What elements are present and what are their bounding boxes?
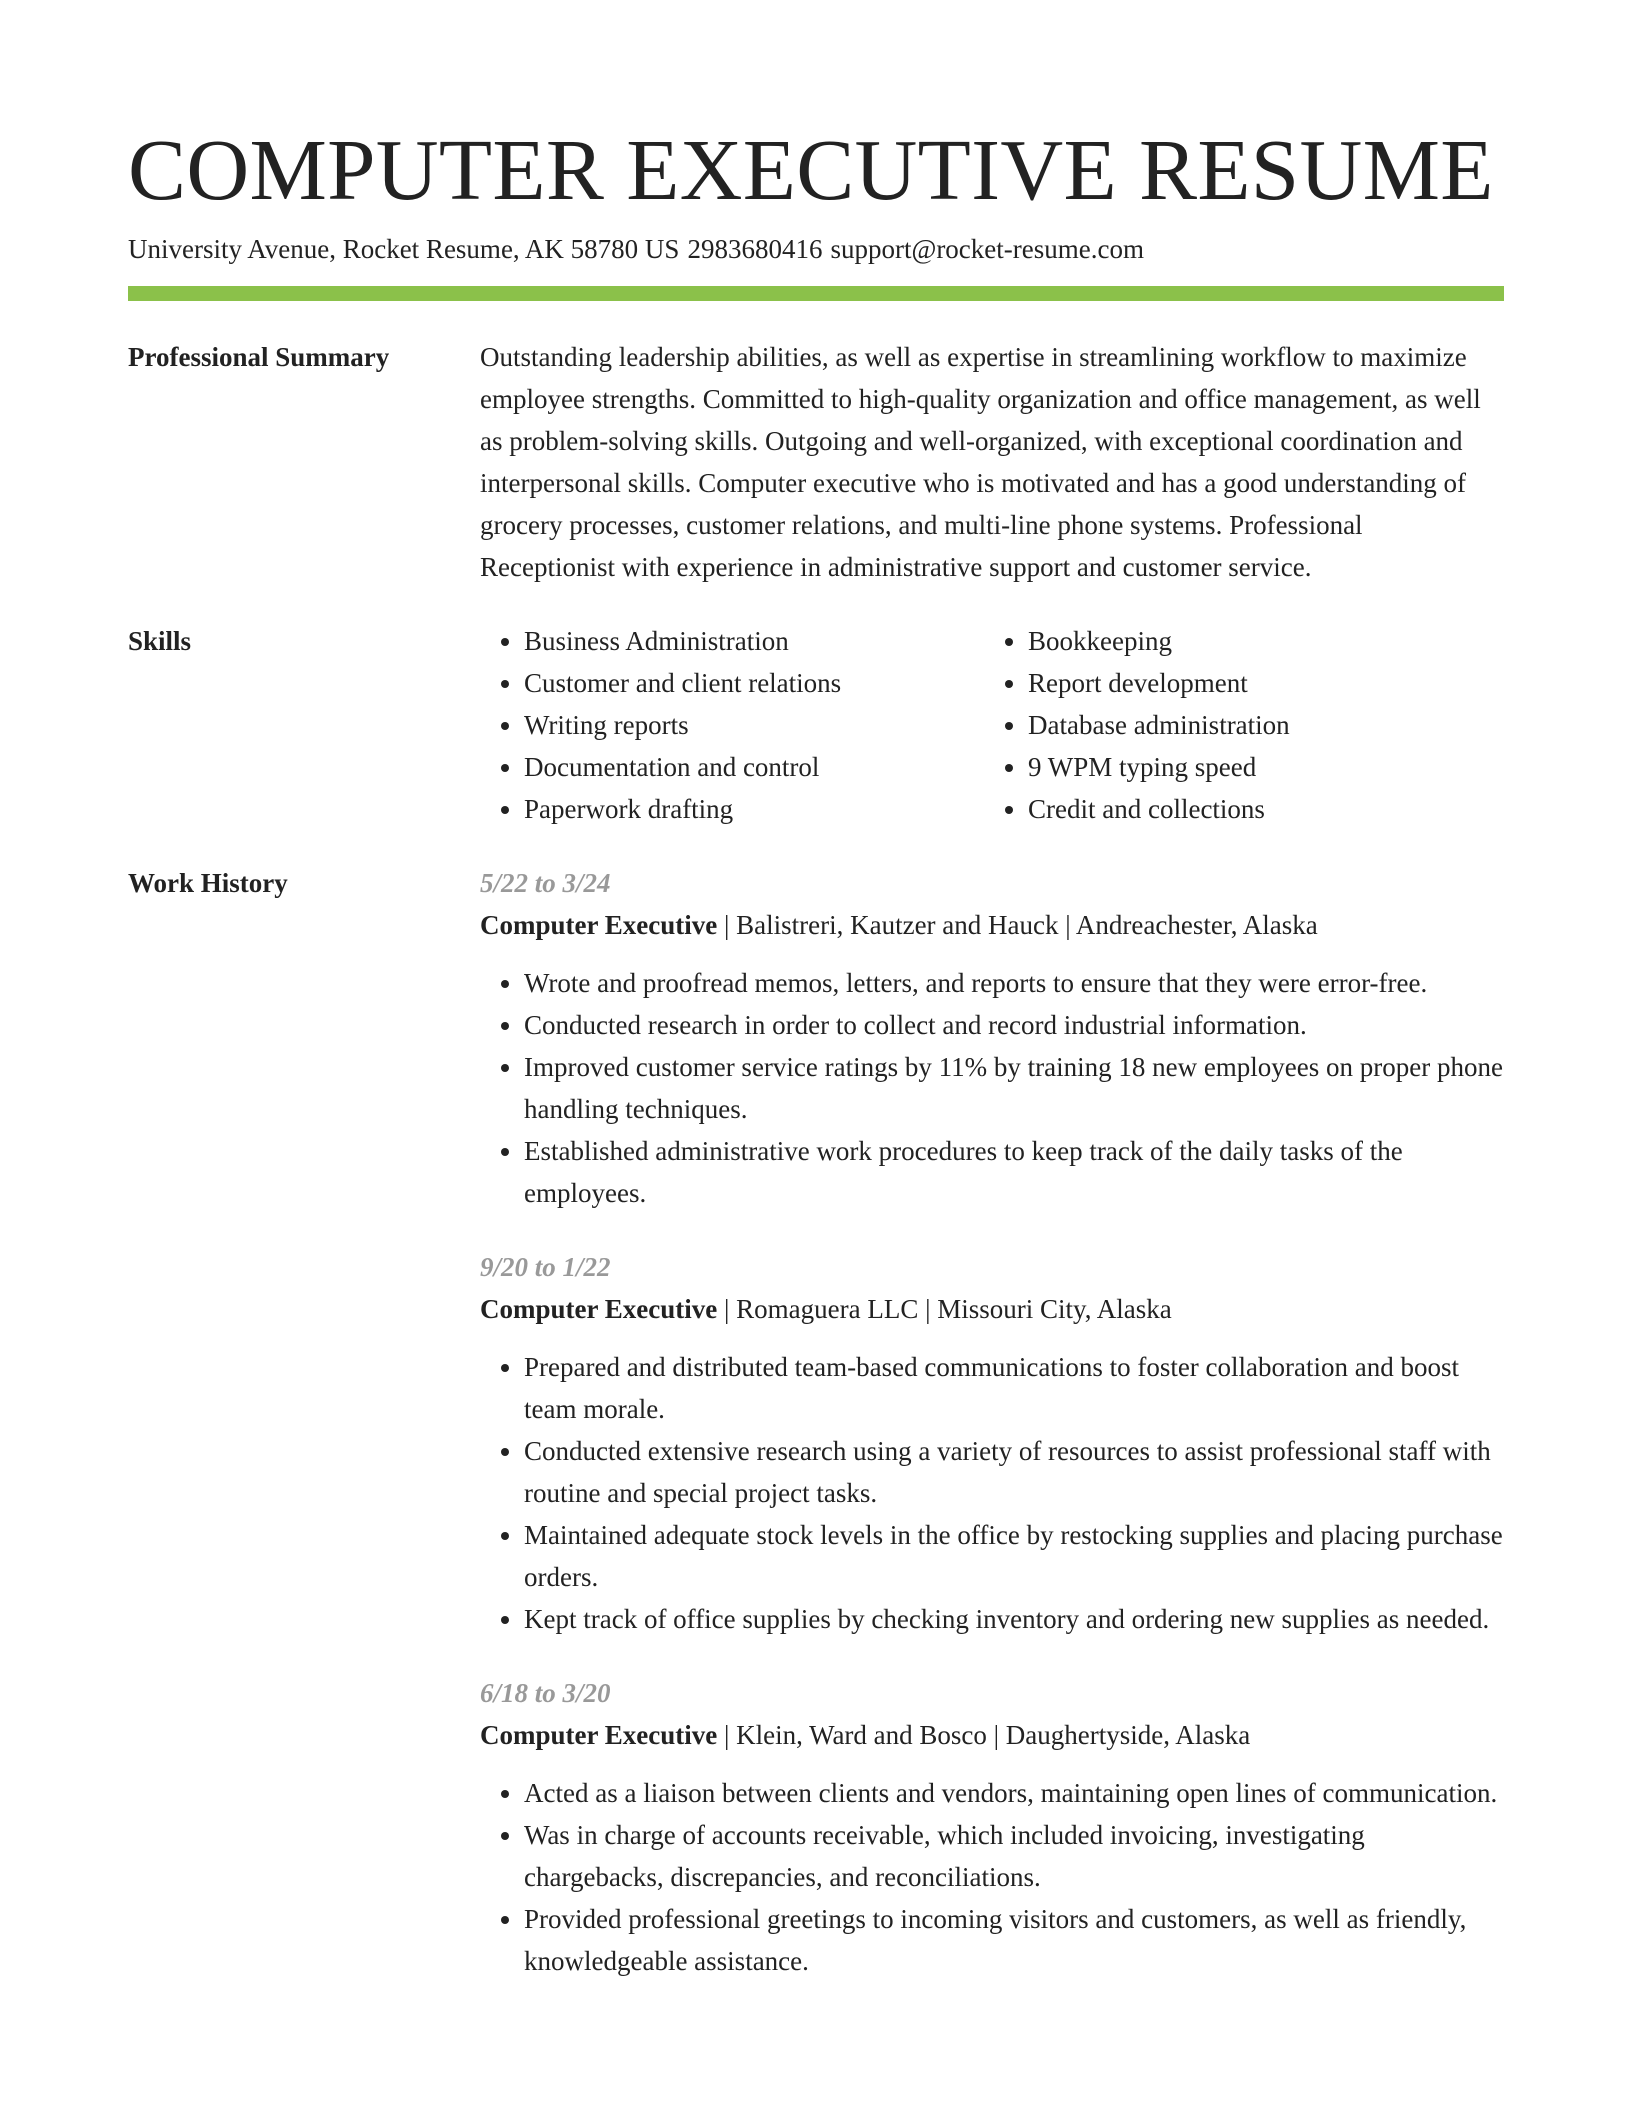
job-entry <box>480 862 1504 1214</box>
contact-address: University Avenue, Rocket Resume, AK 58780 US <box>128 234 680 264</box>
summary-text: Outstanding leadership abilities, as well as expertise in streamlining workflow to maximize employee strengths. Committed to high-quality organization and office management, as well as problem-solving skills. Outgoing and well-organized, with exceptional coordination and interpersonal skills. Computer executive who is motivated and has a good understanding of grocery processes, customer relations, and multi-line phone systems. Professional Receptionist with experience in administrative support and customer service. <box>480 342 1481 582</box>
summary-section <box>128 336 1504 588</box>
job-dates: 6/18 to 3/20 <box>480 1678 611 1708</box>
job-entry <box>480 1672 1504 1982</box>
job-bullets <box>480 1346 1504 1640</box>
job-bullets <box>480 1772 1504 1982</box>
contact-line <box>128 232 1504 266</box>
job-dates: 9/20 to 1/22 <box>480 1252 611 1282</box>
skill-item: • 9 WPM typing speed <box>1028 746 1488 788</box>
job-bullet: • Provided professional greetings to incoming visitors and customers, as well as friendly, knowledgeable assistance. <box>524 1898 1504 1982</box>
skill-item: • Paperwork drafting <box>524 788 984 830</box>
job-entry <box>480 1246 1504 1640</box>
resume-page <box>128 0 1504 2014</box>
job-dates: 5/22 to 3/24 <box>480 868 611 898</box>
job-employer-location: | Balistreri, Kautzer and Hauck | Andreachester, Alaska <box>717 910 1318 940</box>
skill-item: • Customer and client relations <box>524 662 984 704</box>
skill-item: • Documentation and control <box>524 746 984 788</box>
job-bullet: • Conducted research in order to collect and record industrial information. <box>524 1004 1504 1046</box>
job-bullet: • Maintained adequate stock levels in the office by restocking supplies and placing purchase orders. <box>524 1514 1504 1598</box>
skills-grid <box>480 620 1504 830</box>
skill-item: • Bookkeeping <box>1028 620 1488 662</box>
job-employer-location: | Klein, Ward and Bosco | Daughertyside, Alaska <box>717 1720 1251 1750</box>
job-bullet: • Prepared and distributed team-based communications to foster collaboration and boost team morale. <box>524 1346 1504 1430</box>
skills-column-right <box>984 620 1488 830</box>
job-bullet: • Improved customer service ratings by 11% by training 18 new employees on proper phone handling techniques. <box>524 1046 1504 1130</box>
job-title: Computer Executive <box>480 910 718 940</box>
skills-section <box>128 620 1504 830</box>
skill-item: • Credit and collections <box>1028 788 1488 830</box>
skill-item: • Writing reports <box>524 704 984 746</box>
job-title: Computer Executive <box>480 1294 718 1324</box>
job-title: Computer Executive <box>480 1720 718 1750</box>
accent-divider <box>128 286 1504 301</box>
job-bullet: • Wrote and proofread memos, letters, and reports to ensure that they were error-free. <box>524 962 1504 1004</box>
work-history-label: Work History <box>128 868 288 898</box>
job-heading <box>480 904 1504 946</box>
job-heading <box>480 1714 1504 1756</box>
contact-email: support@rocket-resume.com <box>830 234 1144 264</box>
job-bullet: • Kept track of office supplies by checking inventory and ordering new supplies as needed. <box>524 1598 1504 1640</box>
skill-item: • Business Administration <box>524 620 984 662</box>
skill-item: • Report development <box>1028 662 1488 704</box>
job-bullet: • Acted as a liaison between clients and vendors, maintaining open lines of communication. <box>524 1772 1504 1814</box>
summary-label: Professional Summary <box>128 342 390 372</box>
job-heading <box>480 1288 1504 1330</box>
job-bullet: • Conducted extensive research using a variety of resources to assist professional staff with routine and special project tasks. <box>524 1430 1504 1514</box>
resume-title: COMPUTER EXECUTIVE RESUME <box>128 121 1494 218</box>
skill-item: • Database administration <box>1028 704 1488 746</box>
contact-phone: 2983680416 <box>687 234 823 264</box>
work-history-section <box>128 862 1504 2014</box>
skills-label: Skills <box>128 626 192 656</box>
job-bullets <box>480 962 1504 1214</box>
job-bullet: • Established administrative work procedures to keep track of the daily tasks of the employees. <box>524 1130 1504 1214</box>
skills-column-left <box>480 620 984 830</box>
job-bullet: • Was in charge of accounts receivable, which included invoicing, investigating chargebacks, discrepancies, and reconciliations. <box>524 1814 1504 1898</box>
job-employer-location: | Romaguera LLC | Missouri City, Alaska <box>717 1294 1172 1324</box>
